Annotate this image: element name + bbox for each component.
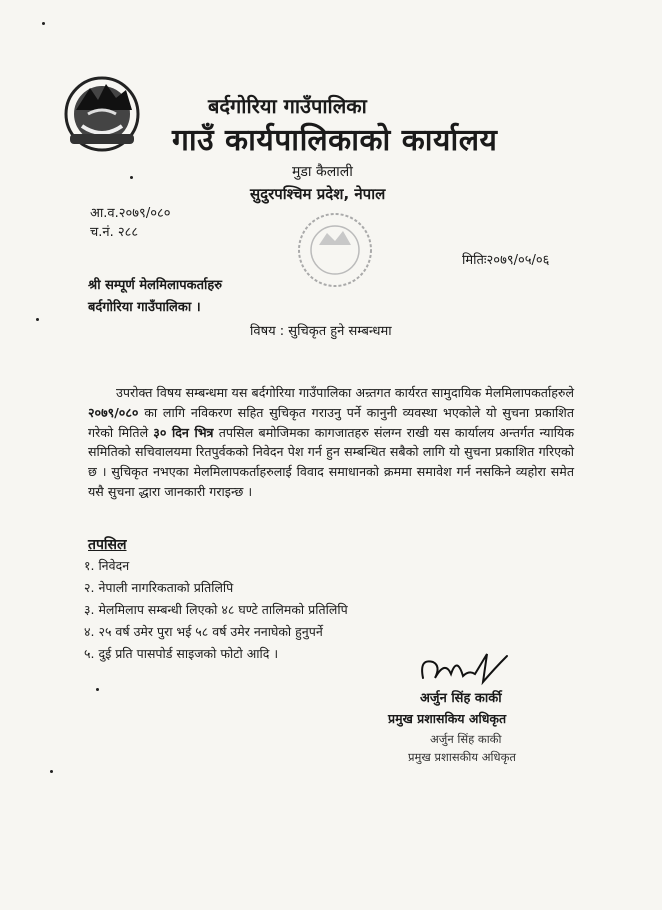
province: सुदुरपश्चिम प्रदेश, नेपाल: [250, 185, 386, 203]
document-list: [84, 555, 348, 665]
subject-line: विषय : सुचिकृत हुने सम्बन्धमा: [250, 324, 392, 339]
notice-body: [88, 383, 574, 502]
list-heading: तपसिल: [88, 537, 127, 553]
scan-speck: [50, 770, 53, 773]
scan-speck: [96, 688, 99, 691]
signer-title: प्रमुख प्रशासकिय अधिकृत: [388, 711, 507, 726]
list-item: १. निवेदन: [84, 558, 130, 573]
office-stamp-icon: [295, 205, 375, 295]
list-item: ४. २५ वर्ष उमेर पुरा भई ५८ वर्ष उमेर ननाघेको हुनुपर्ने: [84, 624, 323, 639]
scan-speck: [130, 176, 133, 179]
body-bold-year: २०७९/०८०: [88, 404, 139, 420]
list-item: २. नेपाली नागरिकताको प्रतिलिपि: [84, 580, 234, 595]
list-item: ३. मेलमिलाप सम्बन्धी लिएको ४८ घण्टे तालिमको प्रतिलिपि: [84, 602, 348, 617]
signature-icon: [415, 648, 515, 688]
scan-speck: [36, 318, 39, 321]
letter-number: च.नं. २८८: [90, 225, 139, 240]
addressee-line-2: बर्दगोरिया गाउँपालिका ।: [88, 300, 201, 315]
addressee-line-1: श्री सम्पूर्ण मेलमिलापकर्ताहरु: [88, 278, 223, 293]
body-bold-deadline: ३० दिन भित्र: [153, 424, 214, 440]
stamp-name: अर्जुन सिंह काकी: [430, 732, 502, 746]
scan-speck: [42, 22, 45, 25]
office-name: गाउँ कार्यपालिकाको कार्यालय: [172, 123, 498, 158]
letter-date: मितिः२०७९/०५/०६: [462, 253, 550, 268]
org-name: बर्दगोरिया गाउँपालिका: [208, 94, 367, 118]
nepal-emblem-icon: [60, 70, 144, 154]
fiscal-year: आ.व.२०७९/०८०: [90, 206, 171, 221]
body-part-3: तपसिल बमोजिमका कागजातहरु संलग्न राखी यस कार्यालय अन्तर्गत न्यायिक समितिको सचिवालयमा रितपुर्वकको निवेदन पेश गर्न हुन सम्बन्धित सबैको लागि यो सुचना प्रकाशित गरिएको छ । सुचिकृत नभएका मेलमिलापकर्ताहरुलाई विवाद समाधानको क्रममा समावेश गर्न नसकिने व्यहोरा समेत यसै सुचना द्धारा जानकारी गराइन्छ ।: [88, 424, 574, 499]
list-item: ५. दुई प्रति पासपोर्ड साइजको फोटो आदि ।: [84, 646, 279, 661]
body-part-1: उपरोक्त विषय सम्बन्धमा यस बर्दगोरिया गाउँपालिका अन्र्तगत कार्यरत सामुदायिक मेलमिलापकर्ताहरुले: [116, 385, 574, 400]
district: मुडा कैलाली: [292, 164, 353, 180]
body-part-2: का लागि नविकरण सहित सुचिकृत गराउनु पर्ने कानुनी व्यवस्था भएकोले यो सुचना प्रकाशित गरेको मितिले: [88, 404, 574, 440]
signer-name: अर्जुन सिंह कार्की: [420, 691, 502, 706]
stamp-title: प्रमुख प्रशासकीय अधिकृत: [408, 750, 516, 764]
